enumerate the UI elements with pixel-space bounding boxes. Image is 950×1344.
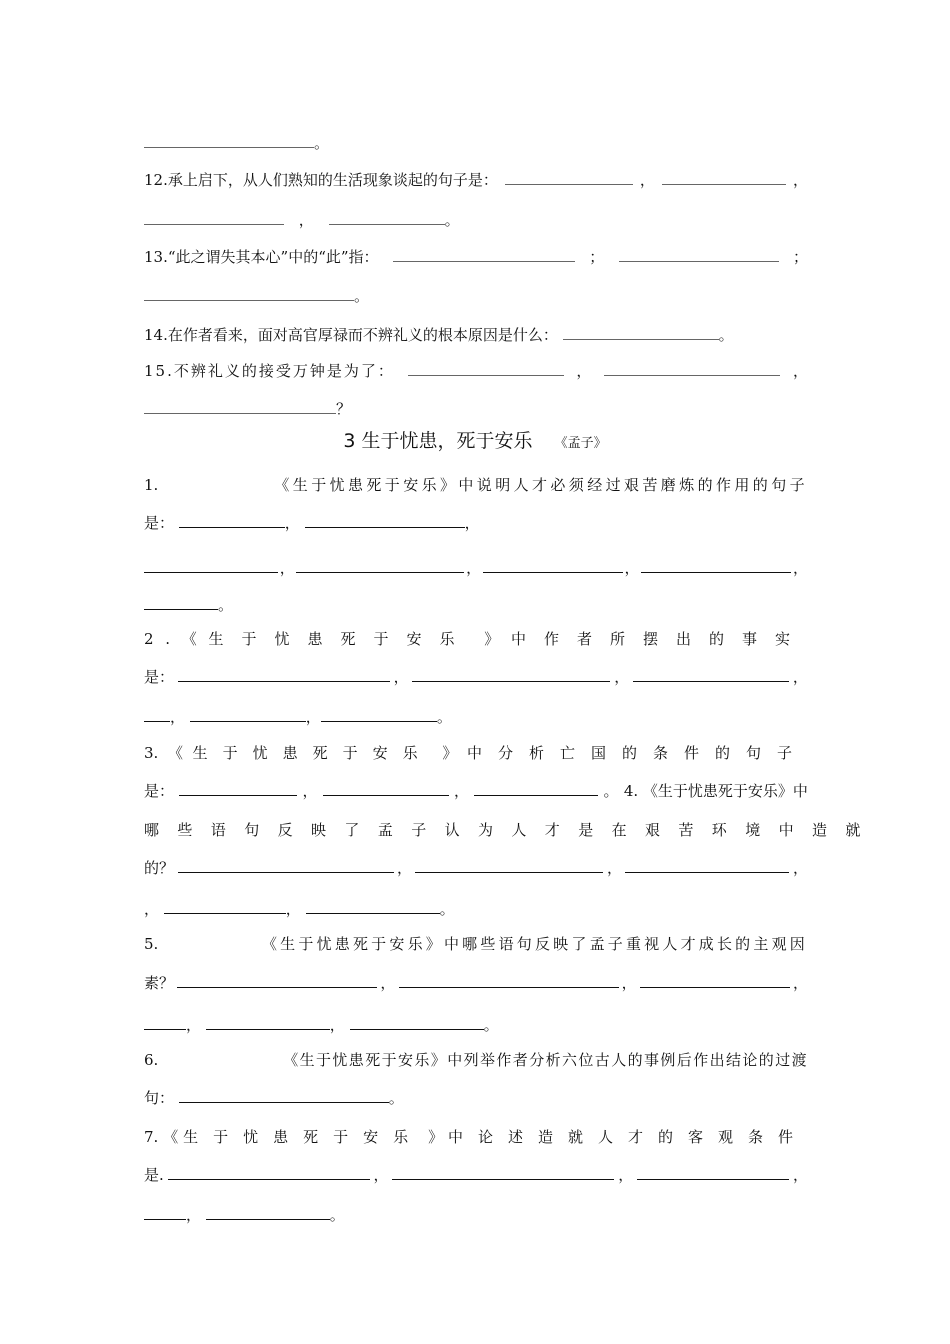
question-14-line: 14.在作者看来，面对高官厚禄而不辨礼义的根本原因是什么： 。: [144, 326, 734, 344]
answer-blank[interactable]: [625, 858, 789, 873]
question-1-line3: ， ， ， ，: [144, 553, 808, 583]
question-3-text: 中分析亡国的条件的句子: [466, 744, 808, 762]
answer-blank[interactable]: [306, 899, 440, 914]
question-3-line2: 是： ， ， 。 4. 《生于忧患死于安乐》中: [144, 776, 808, 806]
answer-blank[interactable]: [144, 286, 354, 301]
question-12-line2: ， 。: [144, 205, 808, 235]
question-1-line4: 。: [144, 590, 808, 620]
question-6-line2: 句： 。: [144, 1089, 404, 1107]
question-15-line2: ？: [144, 394, 808, 424]
question-12-line1: 12.承上启下，从人们熟知的生活现象谈起的句子是： ， ，: [144, 165, 808, 195]
question-4-line3: 的？ ， ， ，: [144, 859, 808, 877]
question-13-line1: 13.“此之谓失其本心”中的“此”指： ； ；: [144, 242, 808, 272]
question-6-line1: 6. 《生于忧患死于安乐》中列举作者分析六位古人的事例后作出结论的过渡: [144, 1045, 808, 1075]
answer-blank[interactable]: [641, 558, 791, 573]
answer-blank[interactable]: [350, 1015, 484, 1030]
answer-blank[interactable]: [637, 1165, 789, 1180]
answer-blank[interactable]: [190, 707, 306, 722]
answer-blank[interactable]: [619, 247, 779, 262]
answer-blank[interactable]: [206, 1205, 330, 1220]
answer-blank[interactable]: [168, 1165, 370, 1180]
answer-blank[interactable]: [179, 1088, 389, 1103]
question-7-text: 中论述造就人才的客观条件: [447, 1128, 808, 1146]
question-1-line2: 是： ， ，: [144, 514, 480, 532]
question-14-text: 14.在作者看来，面对高官厚禄而不辨礼义的根本原因是什么：: [144, 326, 558, 344]
question-13-text: 13.“此之谓失其本心”中的“此”指：: [144, 248, 379, 266]
answer-blank[interactable]: [296, 558, 464, 573]
answer-blank[interactable]: [604, 361, 780, 376]
answer-blank[interactable]: [178, 667, 390, 682]
answer-blank[interactable]: [179, 513, 285, 528]
answer-blank[interactable]: [164, 899, 286, 914]
question-4-line4: ， ， 。: [144, 900, 455, 918]
question-1-text: 《生于忧患死于安乐》中说明人才必须经过艰苦磨炼的作用的句子: [274, 476, 808, 494]
question-3-title-ref: 生于忧患死于安乐: [192, 744, 433, 762]
section-title-text: 3 生于忧患，死于安乐: [343, 430, 533, 452]
answer-blank[interactable]: [144, 1015, 186, 1030]
answer-blank[interactable]: [483, 558, 623, 573]
answer-blank[interactable]: [505, 170, 633, 185]
question-2-line3: ， ， 。: [144, 702, 808, 732]
answer-blank[interactable]: [179, 781, 297, 796]
answer-blank[interactable]: [321, 707, 437, 722]
answer-blank[interactable]: [640, 973, 790, 988]
question-3-line1: 3. 《 生于忧患死于安乐 》 中分析亡国的条件的句子: [144, 738, 808, 768]
question-4-line2: [144, 815, 879, 845]
answer-blank[interactable]: [144, 133, 314, 148]
question-12-text: 12.承上启下，从人们熟知的生活现象谈起的句子是：: [144, 171, 498, 189]
question-7-line2: 是. ， ， ，: [144, 1166, 808, 1184]
question-15-text: 15.不辨礼义的接受万钟是为了：: [144, 362, 395, 380]
question-2-title-ref: 生于忧患死于安乐: [208, 630, 473, 648]
answer-blank[interactable]: [144, 210, 284, 225]
answer-blank[interactable]: [662, 170, 786, 185]
answer-blank[interactable]: [144, 595, 218, 610]
answer-blank[interactable]: [177, 973, 377, 988]
answer-blank[interactable]: [392, 1165, 614, 1180]
question-5-line1: 5. 《生于忧患死于安乐》中哪些语句反映了孟子重视人才成长的主观因: [144, 929, 808, 959]
question-7-line3: ， 。: [144, 1200, 808, 1230]
answer-blank[interactable]: [412, 667, 610, 682]
question-4-start: 4. 《生于忧患死于安乐》中: [623, 782, 808, 800]
question-1-line1: 1. 《生于忧患死于安乐》中说明人才必须经过艰苦磨炼的作用的句子: [144, 470, 808, 500]
question-5-line2: 素？ ， ， ，: [144, 974, 808, 992]
answer-blank[interactable]: [415, 858, 603, 873]
answer-blank[interactable]: [144, 1205, 186, 1220]
question-15-line1: 15.不辨礼义的接受万钟是为了： ， ，: [144, 356, 808, 386]
answer-blank[interactable]: [408, 361, 564, 376]
question-6-text: 《生于忧患死于安乐》中列举作者分析六位古人的事例后作出结论的过渡: [283, 1051, 808, 1069]
q11-tail-line: 。: [144, 128, 808, 158]
section-title: [0, 426, 950, 459]
question-2-line2: 是： ， ， ，: [144, 668, 808, 686]
question-5-line3: ， ， 。: [144, 1010, 808, 1040]
answer-blank[interactable]: [393, 247, 575, 262]
question-13-line2: 。: [144, 281, 808, 311]
answer-blank[interactable]: [329, 210, 445, 225]
question-7-line1: 7. 《 生于忧患死于安乐 》 中论述造就人才的客观条件: [144, 1122, 808, 1152]
answer-blank[interactable]: [474, 781, 598, 796]
question-2-text: 中作者所摆出的事实: [510, 630, 808, 648]
question-2-line1: 2 . 《 生于忧患死于安乐 》 中作者所摆出的事实: [144, 624, 808, 654]
answer-blank[interactable]: [563, 325, 719, 340]
answer-blank[interactable]: [633, 667, 789, 682]
answer-blank[interactable]: [144, 707, 170, 722]
answer-blank[interactable]: [178, 858, 394, 873]
answer-blank[interactable]: [144, 558, 278, 573]
answer-blank[interactable]: [323, 781, 449, 796]
answer-blank[interactable]: [206, 1015, 330, 1030]
question-5-text: 《生于忧患死于安乐》中哪些语句反映了孟子重视人才成长的主观因: [261, 935, 808, 953]
section-author: 《孟子》: [554, 436, 607, 451]
answer-blank[interactable]: [305, 513, 465, 528]
answer-blank[interactable]: [144, 399, 336, 414]
question-4-text: 哪些语句反映了孟子认为人才是在艰苦环境中造就: [144, 821, 879, 839]
question-7-title-ref: 生于忧患死于安乐: [183, 1128, 424, 1146]
answer-blank[interactable]: [399, 973, 619, 988]
